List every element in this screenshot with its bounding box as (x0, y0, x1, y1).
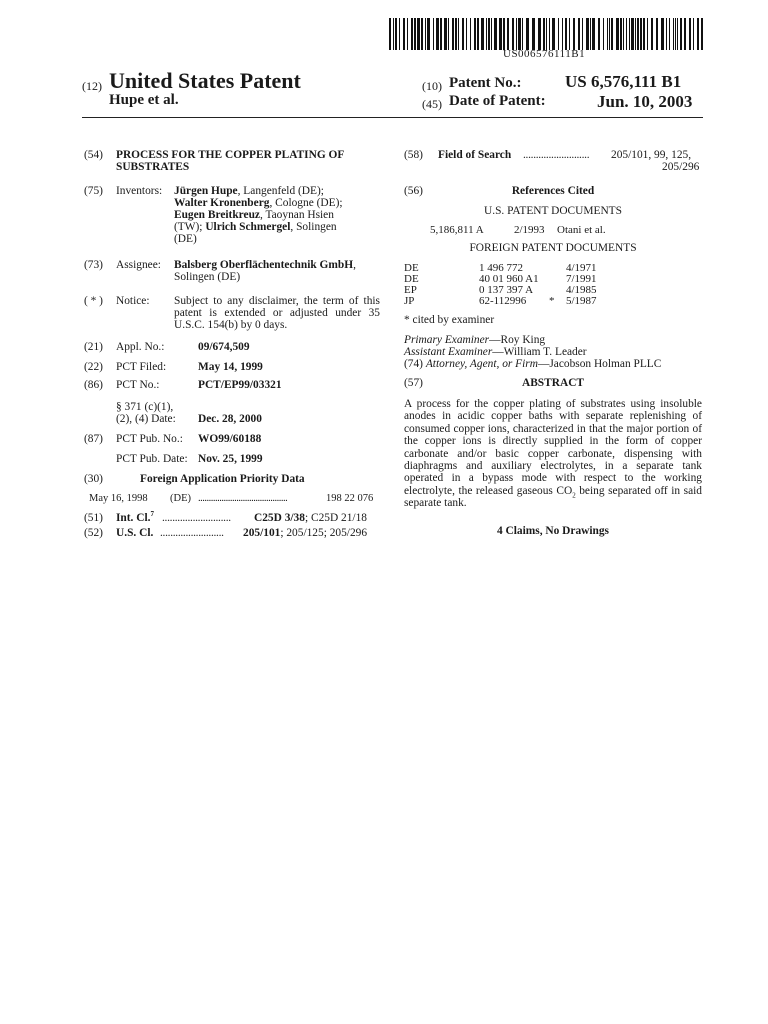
barcode-bar (611, 18, 613, 50)
us-doc-date: 2/1993 (514, 224, 545, 236)
barcode-bar (693, 18, 694, 50)
date-of-patent-label: Date of Patent: (449, 93, 546, 109)
cited-by-examiner: * cited by examiner (404, 314, 495, 326)
us-doc-name: Otani et al. (557, 224, 606, 236)
us-doc-number: 5,186,811 A (430, 224, 484, 236)
barcode-bar (586, 18, 589, 50)
barcode-bar (395, 18, 397, 50)
pct-pub-no-value: WO99/60188 (198, 433, 262, 445)
barcode-bar (470, 18, 471, 50)
foreign-doc-country: EP (404, 284, 417, 296)
barcode-bar (669, 18, 670, 50)
barcode-bar (488, 18, 490, 50)
barcode-bar (518, 18, 521, 50)
barcode-bar (411, 18, 413, 50)
barcode-bar (494, 18, 497, 50)
barcode-bar (414, 18, 416, 50)
pct-pub-date-value: Nov. 25, 1999 (198, 453, 263, 465)
primary-examiner: Primary Examiner—Roy King (404, 334, 546, 346)
foreign-doc-number: 40 01 960 A1 (479, 273, 539, 285)
us-patent-docs-title: U.S. PATENT DOCUMENTS (484, 205, 622, 217)
barcode-bar (656, 18, 658, 50)
header-rule (82, 117, 703, 118)
inventor-line-1: Jürgen Hupe, Langenfeld (DE); (174, 185, 324, 197)
barcode-bar (573, 18, 575, 50)
code-86: (86) (84, 379, 103, 391)
inventors-short: Hupe et al. (109, 92, 179, 108)
barcode-bar (620, 18, 622, 50)
barcode-bar (448, 18, 449, 50)
notice-line2: patent is extended or adjusted under 35 (174, 307, 380, 319)
barcode-bar (565, 18, 567, 50)
barcode-bar (635, 18, 636, 50)
barcode-bar (393, 18, 394, 50)
barcode-bar (546, 18, 547, 50)
barcode-bar (673, 18, 674, 50)
inventor-line-5: (DE) (174, 233, 197, 245)
barcode-bar (590, 18, 591, 50)
field-of-search-line2: 205/296 (662, 161, 700, 173)
code-30: (30) (84, 473, 103, 485)
code-51: (51) (84, 512, 103, 524)
patent-number: US 6,576,111 B1 (565, 72, 682, 91)
barcode-bar (389, 18, 391, 50)
patent-title-heading: United States Patent (109, 68, 301, 93)
code-54: (54) (84, 149, 103, 161)
barcode-bar (455, 18, 457, 50)
barcode-bar (598, 18, 600, 50)
barcode-bar (543, 18, 545, 50)
barcode-bar (578, 18, 580, 50)
barcode-bar (616, 18, 619, 50)
code-22: (22) (84, 361, 103, 373)
int-cl-dots: ........................... (162, 512, 231, 524)
pct-pub-no-label: PCT Pub. No.: (116, 433, 183, 445)
foreign-doc-date: 5/1987 (566, 295, 597, 307)
barcode-bar (512, 18, 514, 50)
barcode-bar (433, 18, 434, 50)
s371-line2: (2), (4) Date: (116, 413, 176, 425)
foreign-doc-date: 4/1971 (566, 262, 597, 274)
assignee-label: Assignee: (116, 259, 161, 271)
invention-title-line2: SUBSTRATES (116, 161, 190, 173)
code-10: (10) (422, 79, 442, 93)
barcode-bar (562, 18, 563, 50)
barcode-bar (526, 18, 529, 50)
foreign-doc-star: * (549, 295, 555, 307)
inventor-line-4: (TW); Ulrich Schmergel, Solingen (174, 221, 337, 233)
barcode-bar (444, 18, 447, 50)
barcode-bar (689, 18, 691, 50)
abstract-title: ABSTRACT (521, 377, 585, 389)
foreign-doc-country: JP (404, 295, 415, 307)
barcode-bar (684, 18, 686, 50)
barcode-bar (647, 18, 648, 50)
field-of-search-line1: 205/101, 99, 125, (611, 149, 692, 161)
code-87: (87) (84, 433, 103, 445)
priority-data-title: Foreign Application Priority Data (140, 473, 305, 485)
code-notice: ( * ) (84, 295, 103, 307)
foreign-patent-docs-title: FOREIGN PATENT DOCUMENTS (469, 242, 637, 254)
pct-no-value: PCT/EP99/03321 (198, 379, 282, 391)
foreign-doc-number: 62-112996 (479, 295, 527, 307)
attorney-line: (74) Attorney, Agent, or Firm—Jacobson Holman PLLC (404, 358, 662, 370)
barcode-bar (549, 18, 550, 50)
barcode-bar (592, 18, 595, 50)
barcode-bar (629, 18, 630, 50)
code-57: (57) (404, 377, 423, 389)
int-cl-value: C25D 3/38; C25D 21/18 (254, 512, 367, 524)
s371-line1: § 371 (c)(1), (116, 401, 174, 413)
pct-no-label: PCT No.: (116, 379, 160, 391)
barcode-bar (403, 18, 405, 50)
field-of-search-dots: .......................... (523, 149, 590, 161)
abstract-text: A process for the copper plating of substrates using insoluble anodes in acidic copper baths with separate replenishing of consumed copper ions, characterized in that the major portion of the copper ions is directly supplied in the form of copper carbonate and/or basic copper carbonate, dispensing with diaphragms and auxiliary electrolytes, in a separate tank operated in a bypass mode with respect to the working electrolyte, the released gaseous $CO_2$ being separated off in said separate tank. (404, 398, 702, 510)
barcode-bar (558, 18, 559, 50)
pct-filed-label: PCT Filed: (116, 361, 167, 373)
barcode-bar (417, 18, 420, 50)
barcode-bar (474, 18, 476, 50)
claims-summary: 4 Claims, No Drawings (496, 525, 609, 537)
foreign-doc-country: DE (404, 273, 419, 285)
barcode-bar (607, 18, 608, 50)
barcode-bar (552, 18, 555, 50)
us-cl-dots: ......................... (160, 527, 224, 539)
barcode-bar (697, 18, 699, 50)
barcode-bar (462, 18, 464, 50)
barcode-bar (458, 18, 459, 50)
barcode-bar (499, 18, 502, 50)
code-75: (75) (84, 185, 103, 197)
barcode-bar (582, 18, 583, 50)
barcode-bar (481, 18, 484, 50)
barcode-bar (427, 18, 430, 50)
assistant-examiner: Assistant Examiner—William T. Leader (404, 346, 587, 358)
barcode-bar (640, 18, 642, 50)
priority-dots: .......................................... (198, 493, 288, 504)
date-of-patent: Jun. 10, 2003 (597, 92, 693, 111)
foreign-doc-date: 4/1985 (566, 284, 597, 296)
barcode-bar (609, 18, 610, 50)
barcode-bar (569, 18, 570, 50)
barcode-bar (661, 18, 664, 50)
barcode-bar (680, 18, 682, 50)
barcode-bar (436, 18, 439, 50)
barcode-bar (477, 18, 479, 50)
barcode-bar (666, 18, 667, 50)
barcode-bar (637, 18, 639, 50)
barcode-bar (532, 18, 535, 50)
code-21: (21) (84, 341, 103, 353)
patent-no-label: Patent No.: (449, 75, 522, 91)
field-of-search-label: Field of Search (438, 149, 512, 161)
code-58: (58) (404, 149, 423, 161)
barcode-bar (677, 18, 678, 50)
inventor-line-2: Walter Kronenberg, Cologne (DE); (174, 197, 343, 209)
barcode-bar (603, 18, 604, 50)
barcode-bar (675, 18, 676, 50)
appl-no-label: Appl. No.: (116, 341, 165, 353)
barcode-bar (626, 18, 627, 50)
barcode-bar (522, 18, 523, 50)
priority-date: May 16, 1998 (89, 493, 148, 504)
assignee-name: Balsberg Oberflächentechnik GmbH, (174, 259, 356, 271)
barcode (389, 18, 703, 50)
us-cl-label: U.S. Cl. (116, 527, 154, 539)
barcode-bar (399, 18, 400, 50)
pct-filed-value: May 14, 1999 (198, 361, 263, 373)
barcode-number: US006576111B1 (503, 48, 586, 60)
barcode-bar (516, 18, 517, 50)
inventor-line-3: Eugen Breitkreuz, Taoynan Hsien (174, 209, 334, 221)
barcode-bar (643, 18, 645, 50)
barcode-bar (701, 18, 703, 50)
barcode-bar (440, 18, 442, 50)
barcode-bar (421, 18, 423, 50)
us-cl-value: 205/101; 205/125; 205/296 (243, 527, 368, 539)
int-cl-label: Int. Cl.$^7$ (116, 510, 154, 524)
barcode-bar (466, 18, 467, 50)
priority-country: (DE) (170, 493, 191, 504)
notice-line1: Subject to any disclaimer, the term of this (174, 295, 380, 307)
barcode-bar (631, 18, 634, 50)
barcode-bar (507, 18, 509, 50)
barcode-bar (623, 18, 624, 50)
barcode-bar (538, 18, 541, 50)
barcode-bar (425, 18, 426, 50)
barcode-bar (452, 18, 454, 50)
appl-no-value: 09/674,509 (198, 341, 250, 353)
barcode-bar (491, 18, 492, 50)
barcode-bar (407, 18, 408, 50)
pct-pub-date-label: PCT Pub. Date: (116, 453, 188, 465)
s371-date: Dec. 28, 2000 (198, 413, 262, 425)
references-cited-title: References Cited (511, 185, 595, 197)
foreign-doc-number: 1 496 772 (479, 262, 523, 274)
barcode-bar (651, 18, 653, 50)
foreign-doc-number: 0 137 397 A (479, 284, 534, 296)
code-12: (12) (82, 79, 102, 93)
code-73: (73) (84, 259, 103, 271)
inventors-label: Inventors: (116, 185, 163, 197)
foreign-doc-date: 7/1991 (566, 273, 597, 285)
notice-line3: U.S.C. 154(b) by 0 days. (174, 319, 288, 331)
barcode-bar (486, 18, 487, 50)
foreign-doc-country: DE (404, 262, 419, 274)
code-52: (52) (84, 527, 103, 539)
code-45: (45) (422, 97, 442, 111)
notice-label: Notice: (116, 295, 150, 307)
priority-number: 198 22 076 (326, 493, 374, 504)
code-56: (56) (404, 185, 423, 197)
assignee-location: Solingen (DE) (174, 271, 241, 283)
barcode-bar (503, 18, 505, 50)
invention-title-line1: PROCESS FOR THE COPPER PLATING OF (116, 149, 345, 161)
